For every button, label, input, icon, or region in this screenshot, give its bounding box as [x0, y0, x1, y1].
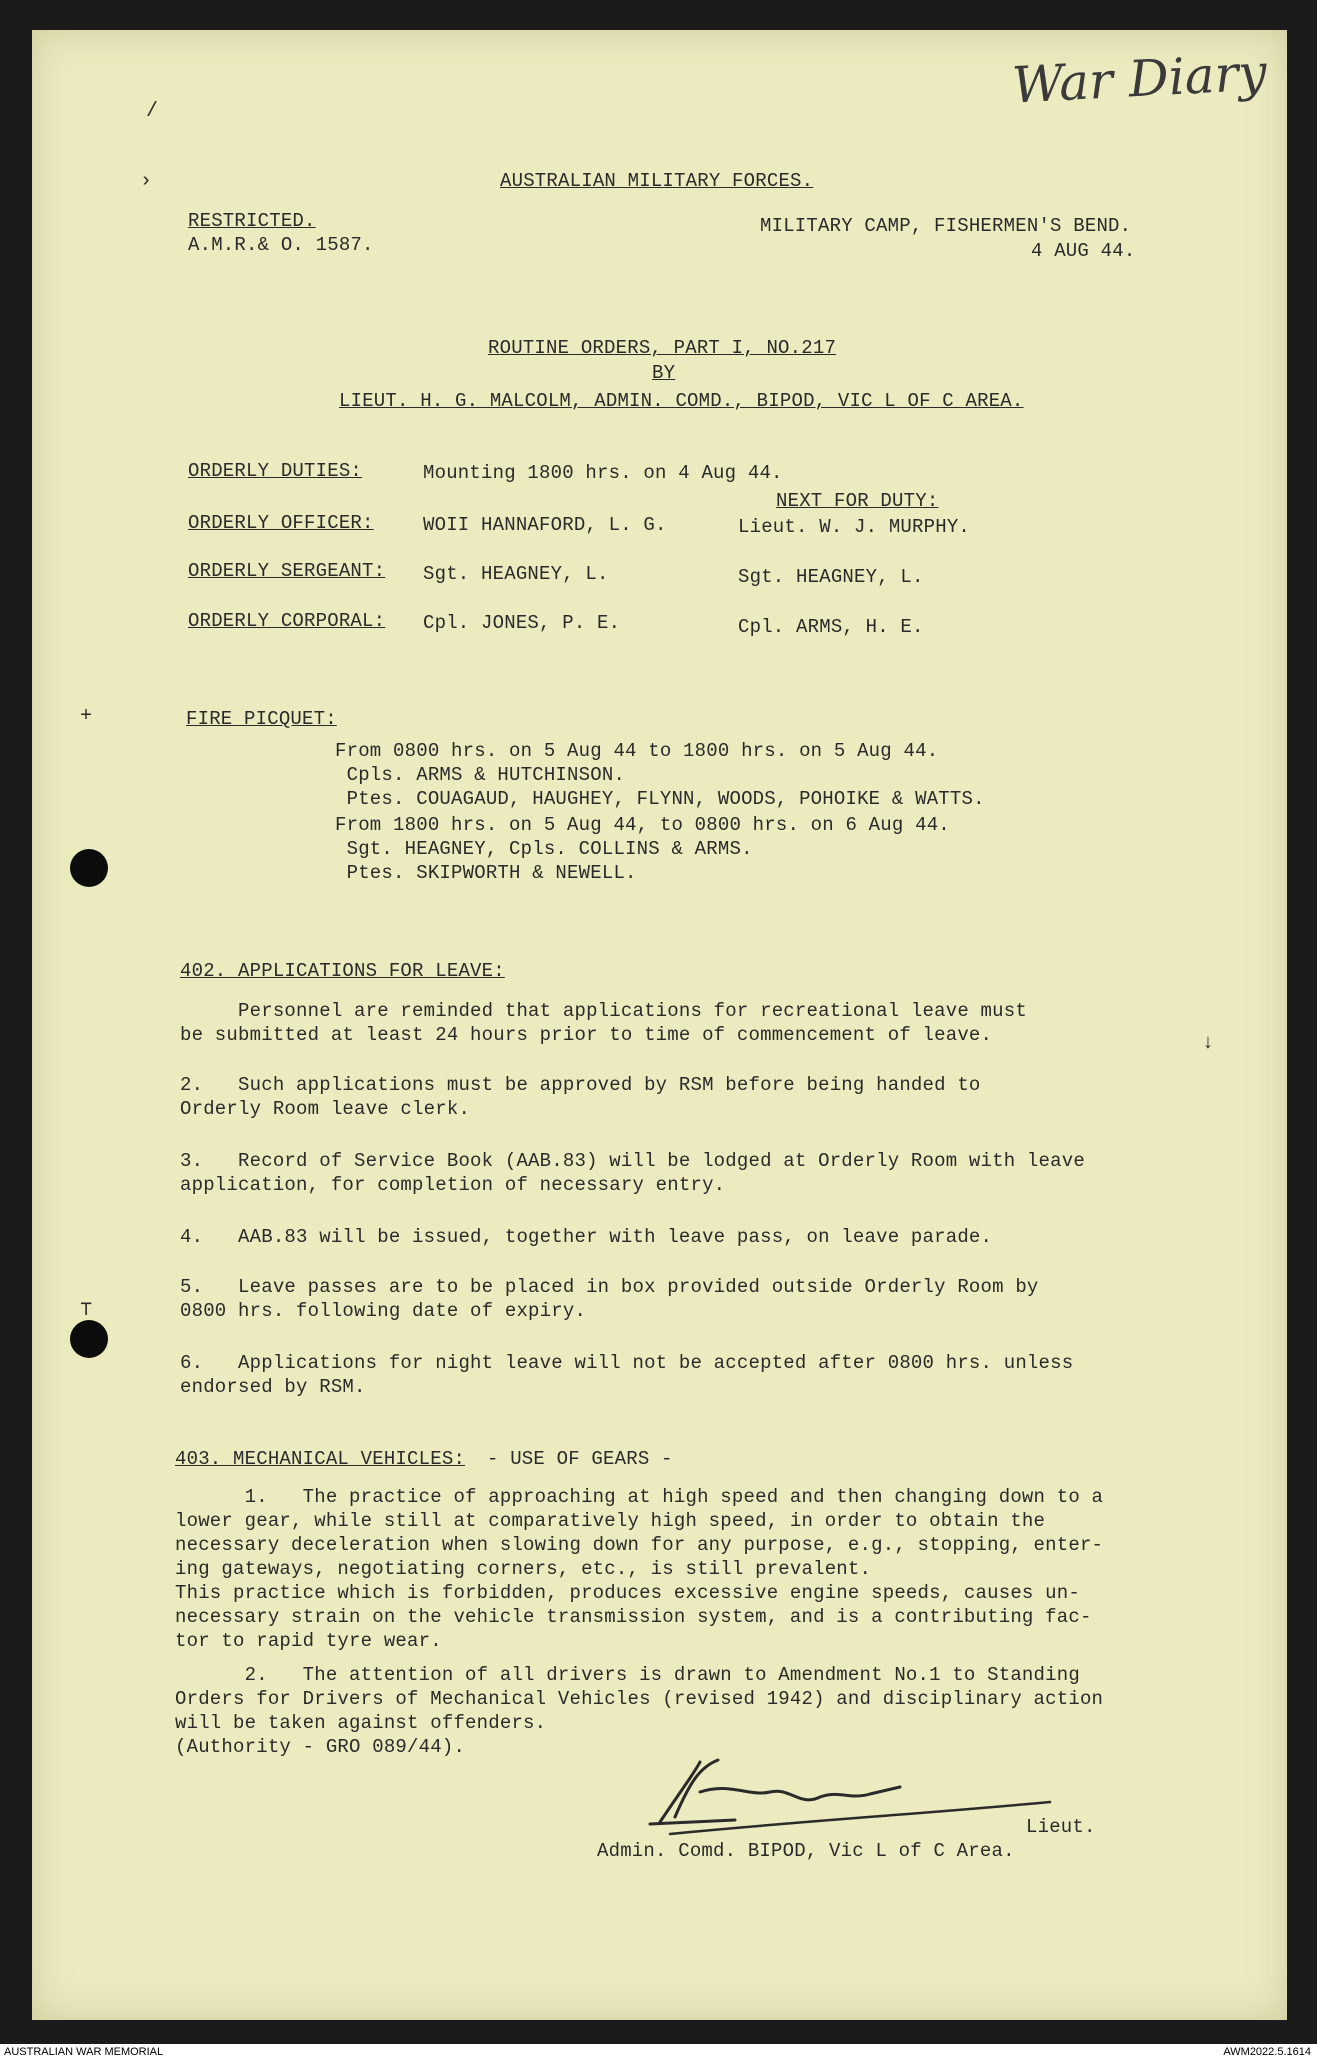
orderly-duties-mounting: Mounting 1800 hrs. on 4 Aug 44. — [423, 462, 783, 484]
margin-mark: › — [140, 170, 153, 193]
leave-paragraph-line: 4. AAB.83 will be issued, together with leave pass, on leave parade. — [180, 1226, 993, 1248]
orderly-sergeant-current: Sgt. HEAGNEY, L. — [423, 563, 609, 585]
next-for-duty-heading: NEXT FOR DUTY: — [776, 490, 939, 512]
leave-paragraph-line: 0800 hrs. following date of expiry. — [180, 1300, 587, 1322]
fire-picquet-line: Cpls. ARMS & HUTCHINSON. — [335, 764, 626, 786]
orderly-officer-current: WOII HANNAFORD, L. G. — [423, 514, 667, 536]
leave-paragraph-line: 6. Applications for night leave will not be accepted after 0800 hrs. unless — [180, 1352, 1074, 1374]
punch-hole-bottom — [70, 1320, 108, 1358]
gears-paragraph-line: (Authority - GRO 089/44). — [175, 1736, 466, 1758]
orders-issuer: LIEUT. H. G. MALCOLM, ADMIN. COMD., BIPOD, VIC L OF C AREA. — [339, 390, 1024, 412]
leave-paragraph-line: Personnel are reminded that applications for recreational leave must — [180, 1000, 1027, 1022]
leave-paragraph-line: 2. Such applications must be approved by RSM before being handed to — [180, 1074, 981, 1096]
gears-paragraph-line: lower gear, while still at comparatively high speed, in order to obtain the — [175, 1510, 1046, 1532]
classification: RESTRICTED. — [188, 210, 316, 232]
gears-paragraph-line: 1. The practice of approaching at high speed and then changing down to a — [175, 1486, 1104, 1508]
fire-picquet-line: Ptes. COUAGAUD, HAUGHEY, FLYNN, WOODS, POHOIKE & WATTS. — [335, 788, 985, 810]
gears-paragraph-line: necessary strain on the vehicle transmission system, and is a contributing fac- — [175, 1606, 1092, 1628]
orderly-corporal-current: Cpl. JONES, P. E. — [423, 612, 621, 634]
orderly-sergeant-next: Sgt. HEAGNEY, L. — [738, 566, 924, 588]
orderly-corporal-role: ORDERLY CORPORAL: — [188, 610, 386, 632]
orderly-sergeant-role: ORDERLY SERGEANT: — [188, 560, 386, 582]
archive-footer — [0, 2044, 1317, 2061]
punch-hole-top — [70, 849, 108, 887]
archive-name: AUSTRALIAN WAR MEMORIAL — [4, 2046, 164, 2058]
reference-number: A.M.R.& O. 1587. — [188, 234, 374, 256]
gears-paragraph-line: 2. The attention of all drivers is drawn to Amendment No.1 to Standing — [175, 1664, 1080, 1686]
margin-mark: + — [80, 705, 93, 728]
margin-mark: ↓ — [1202, 1032, 1215, 1055]
signatory-appointment: Admin. Comd. BIPOD, Vic L of C Area. — [597, 1840, 1015, 1862]
gears-paragraph-line: ing gateways, negotiating corners, etc., is still prevalent. — [175, 1558, 872, 1580]
leave-paragraph-line: endorsed by RSM. — [180, 1376, 366, 1398]
organisation-heading: AUSTRALIAN MILITARY FORCES. — [500, 170, 814, 192]
location: MILITARY CAMP, FISHERMEN'S BEND. — [760, 215, 1132, 237]
gears-paragraph-line: necessary deceleration when slowing down for any purpose, e.g., stopping, enter- — [175, 1534, 1104, 1556]
gears-paragraph-line: Orders for Drivers of Mechanical Vehicles (revised 1942) and disciplinary action — [175, 1688, 1104, 1710]
fire-picquet-line: Ptes. SKIPWORTH & NEWELL. — [335, 862, 637, 884]
margin-mark: ⊤ — [80, 1299, 93, 1322]
margin-mark: / — [146, 100, 159, 123]
signature — [640, 1752, 1060, 1842]
orderly-officer-role: ORDERLY OFFICER: — [188, 512, 374, 534]
section-403-heading-tail: - USE OF GEARS - — [487, 1448, 673, 1470]
leave-paragraph-line: application, for completion of necessary entry. — [180, 1174, 726, 1196]
fire-picquet-line: Sgt. HEAGNEY, Cpls. COLLINS & ARMS. — [335, 838, 753, 860]
section-403-heading: 403. MECHANICAL VEHICLES: — [175, 1448, 466, 1470]
gears-paragraph-line: will be taken against offenders. — [175, 1712, 547, 1734]
orderly-duties-label: ORDERLY DUTIES: — [188, 460, 363, 482]
orders-title: ROUTINE ORDERS, PART I, NO.217 — [488, 337, 837, 359]
gears-paragraph-line: This practice which is forbidden, produces excessive engine speeds, causes un- — [175, 1582, 1080, 1604]
leave-paragraph-line: 3. Record of Service Book (AAB.83) will be lodged at Orderly Room with leave — [180, 1150, 1085, 1172]
gears-paragraph-line: tor to rapid tyre wear. — [175, 1630, 442, 1652]
leave-paragraph-line: Orderly Room leave clerk. — [180, 1098, 471, 1120]
section-402-heading: 402. APPLICATIONS FOR LEAVE: — [180, 960, 505, 982]
orders-title-by: BY — [652, 362, 676, 384]
fire-picquet-line: From 1800 hrs. on 5 Aug 44, to 0800 hrs. on 6 Aug 44. — [335, 814, 950, 836]
leave-paragraph-line: be submitted at least 24 hours prior to time of commencement of leave. — [180, 1024, 993, 1046]
leave-paragraph-line: 5. Leave passes are to be placed in box provided outside Orderly Room by — [180, 1276, 1039, 1298]
orderly-officer-next: Lieut. W. J. MURPHY. — [738, 516, 971, 538]
handwritten-note: War Diary — [1010, 43, 1269, 115]
archive-reference: AWM2022.5.1614 — [1223, 2046, 1311, 2058]
signatory-rank: Lieut. — [1026, 1816, 1096, 1838]
date: 4 AUG 44. — [1031, 240, 1136, 262]
fire-picquet-line: From 0800 hrs. on 5 Aug 44 to 1800 hrs. on 5 Aug 44. — [335, 740, 939, 762]
fire-picquet-label: FIRE PICQUET: — [186, 708, 337, 730]
orderly-corporal-next: Cpl. ARMS, H. E. — [738, 616, 924, 638]
